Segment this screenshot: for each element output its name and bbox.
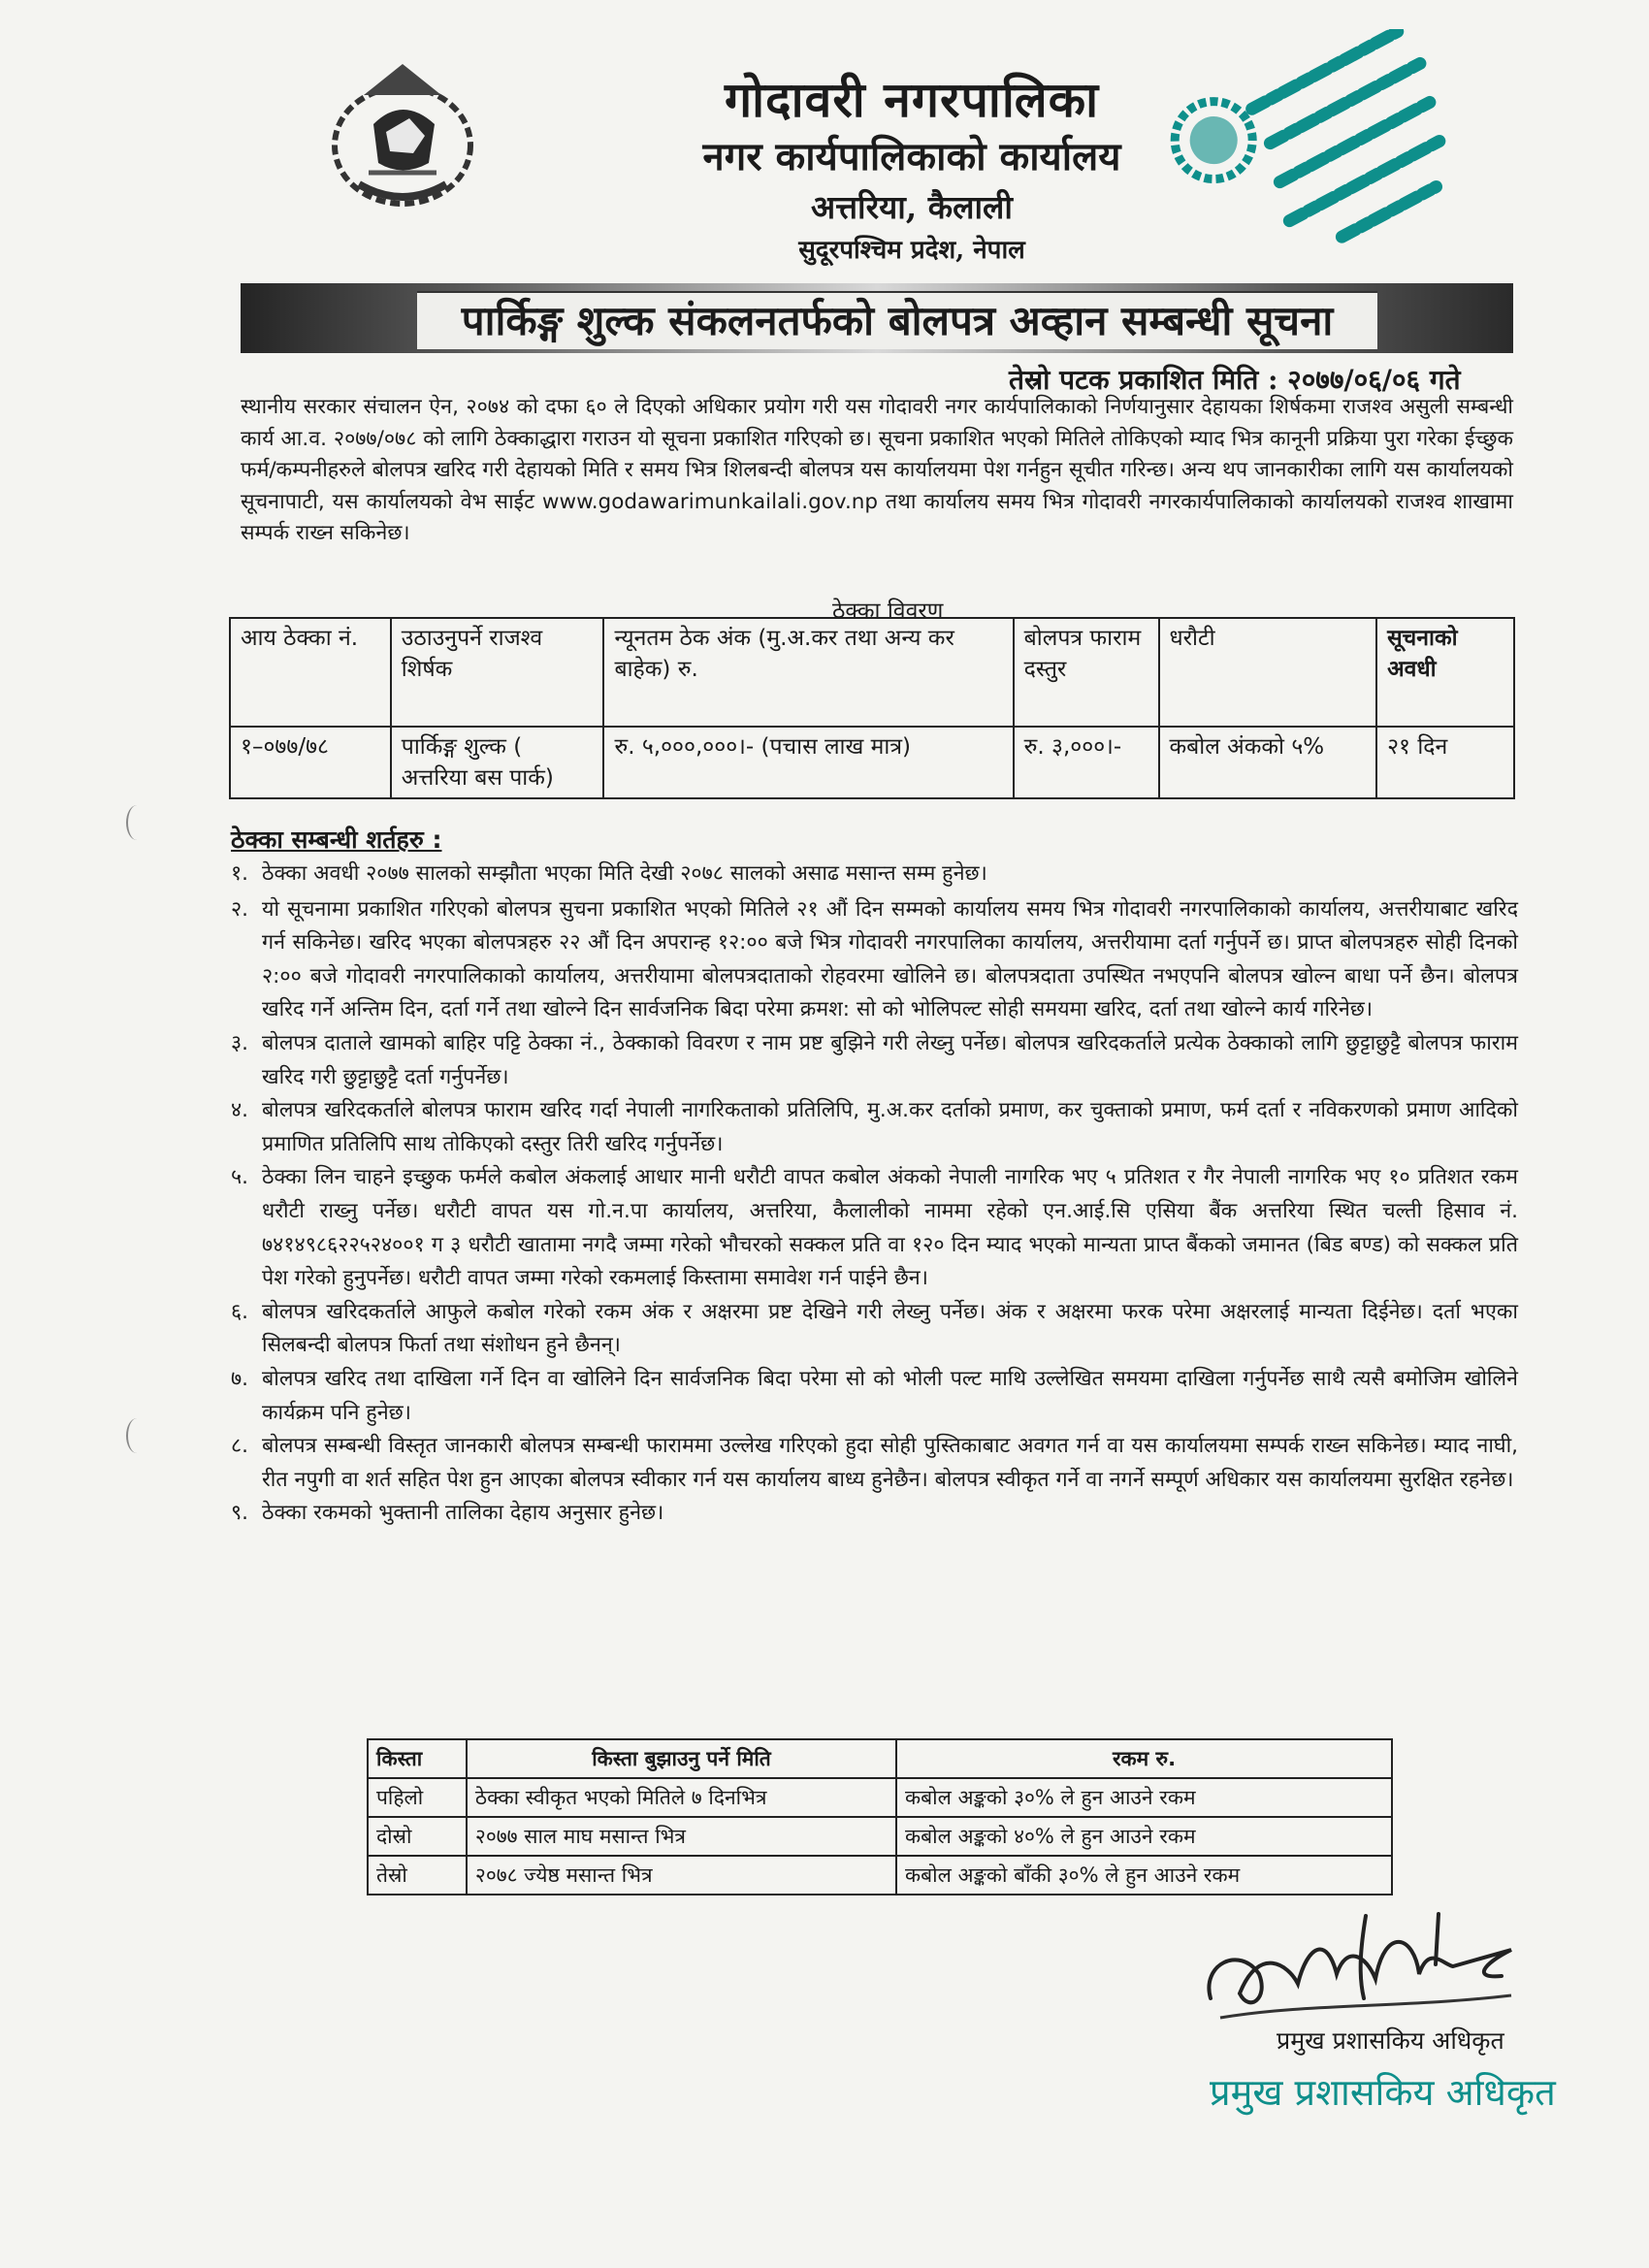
term-text: बोलपत्र दाताले खामको बाहिर पट्टि ठेक्का नं., ठेक्काको विवरण र नाम प्रष्ट बुझिने गरी लेख्नु पर्नेछ। बोलपत्र खरिदकर्ताले प्रत्येक ठेक्काको लागि छुट्टाछुट्टै बोलपत्र फाराम खरिद गरी छुट्टाछुट्टै दर्ता गर्नुपर्नेछ। (262, 1030, 1518, 1089)
table-cell: दोस्रो (368, 1817, 467, 1856)
term-number: १. (231, 861, 249, 886)
punch-hole-mark (126, 805, 147, 840)
table-cell: पार्किङ्ग शुल्क ( अत्तरिया बस पार्क) (391, 727, 604, 798)
column-header: आय ठेक्का नं. (230, 618, 391, 727)
terms-heading: ठेक्का सम्बन्धी शर्तहरु : (231, 826, 442, 854)
term-text: ठेक्का रकमको भुक्तानी तालिका देहाय अनुसार हुनेछ। (262, 1501, 664, 1526)
term-number: ७. (231, 1366, 249, 1391)
term-text: ठेक्का अवधी २०७७ सालको सम्झौता भएका मिति देखी २०७८ सालको असाढ मसान्त सम्म हुनेछ। (262, 861, 987, 886)
list-item (0, 858, 1518, 891)
term-text: यो सूचनामा प्रकाशित गरिएको बोलपत्र सुचना प्रकाशित भएको मितिले २१ औं दिन सम्मको कार्यालय समय भित्र गोदावरी नगरपालिकाको कार्यालय, अत्तरीयाबाट खरिद गर्न सकिनेछ। खरिद भएका बोलपत्रहरु २२ औं दिन अपरान्ह १२:०० बजे भित्र गोदावरी नगरपालिका कार्यालय, अत्तरीयामा दर्ता गर्नुपर्ने छ। प्राप्त बोलपत्रहरु सोही दिनको २:०० बजे गोदावरी नगरपालिकाको कार्यालय, अत्तरीयामा बोलपत्रदाताको रोहवरमा खोलिने छ। बोलपत्रदाता उपस्थित नभएपनि बोलपत्र खोल्न बाधा पर्ने छैन। बोलपत्र खरिद गर्ने अन्तिम दिन, दर्ता गर्ने तथा खोल्ने दिन सार्वजनिक बिदा परेमा क्रमश: सो को भोलिपल्ट सोही समयमा खरिद, दर्ता तथा खोल्ने कार्य गरिनेछ। (262, 896, 1518, 1022)
column-header: बोलपत्र फाराम दस्तुर (1014, 618, 1159, 727)
column-header: न्यूनतम ठेक अंक (मु.अ.कर तथा अन्य कर बाहेक) रु. (603, 618, 1013, 727)
term-text: बोलपत्र खरिदकर्ताले बोलपत्र फाराम खरिद गर्दा नेपाली नागरिकताको प्रतिलिपि, मु.अ.कर दर्ताको प्रमाण, कर चुक्ताको प्रमाण, फर्म दर्ता र नविकरणको प्रमाण आदिको प्रमाणित प्रतिलिपि साथ तोकिएको दस्तुर तिरी खरिद गर्नुपर्नेछ। (262, 1098, 1518, 1156)
term-number: ३. (231, 1030, 249, 1055)
term-number: ४. (231, 1098, 249, 1123)
municipality-stamp (1154, 29, 1465, 281)
terms-list (0, 858, 1649, 1531)
signatory-caption: प्रमुख प्रशासकिय अधिकृत (1277, 2026, 1504, 2055)
list-item (0, 1363, 1518, 1430)
table-cell: कबोल अङ्कको ४०% ले हुन आउने रकम (896, 1817, 1392, 1856)
table-cell: १–०७७/७८ (230, 727, 391, 798)
table-cell: २१ दिन (1376, 727, 1514, 798)
nepal-emblem-icon (320, 56, 485, 221)
office-name: नगर कार्यपालिकाको कार्यालय (702, 134, 1121, 179)
table-cell: रु. ३,०००।- (1014, 727, 1159, 798)
office-province: सुदूरपश्चिम प्रदेश, नेपाल (798, 236, 1025, 265)
table-cell: रु. ५,०००,०००।- (पचास लाख मात्र) (603, 727, 1013, 798)
table-row (368, 1817, 1392, 1856)
list-item (0, 1296, 1518, 1363)
publication-date: तेस्रो पटक प्रकाशित मिति : २०७७/०६/०६ गते (1009, 364, 1461, 396)
contract-table (229, 617, 1515, 799)
column-header: किस्ता (368, 1739, 467, 1778)
list-item (0, 1094, 1518, 1161)
term-number: २. (231, 896, 249, 922)
list-item (0, 1027, 1518, 1094)
table-cell: पहिलो (368, 1778, 467, 1817)
term-number: ८. (231, 1434, 249, 1459)
term-number: ९. (231, 1501, 249, 1526)
column-header: रकम रु. (896, 1739, 1392, 1778)
term-text: बोलपत्र सम्बन्धी विस्तृत जानकारी बोलपत्र सम्बन्धी फाराममा उल्लेख गरिएको हुदा सोही पुस्तिकाबाट अवगत गर्न वा यस कार्यालयमा सम्पर्क राख्न सकिनेछ। म्याद नाघी, रीत नपुगी वा शर्त सहित पेश हुन आएका बोलपत्र स्वीकार गर्न यस कार्यालय बाध्य हुनेछैन। बोलपत्र स्वीकृत गर्ने वा नगर्ने सम्पूर्ण अधिकार यस कार्यालयमा सुरक्षित रहनेछ। (262, 1434, 1518, 1492)
table-header-row (230, 618, 1514, 727)
contract-table-caption: ठेक्का विवरण (832, 599, 944, 624)
table-cell: कबोल अंकको ५% (1159, 727, 1377, 798)
term-text: बोलपत्र खरिद तथा दाखिला गर्ने दिन वा खोलिने दिन सार्वजनिक बिदा परेमा सो को भोली पल्ट माथि उल्लेखित समयमा दाखिला गर्नुपर्नेछ साथै त्यसै बमोजिम खोलिने कार्यक्रम पनि हुनेछ। (262, 1366, 1518, 1425)
table-cell: तेस्रो (368, 1856, 467, 1895)
table-cell: कबोल अङ्कको ३०% ले हुन आउने रकम (896, 1778, 1392, 1817)
table-row (368, 1856, 1392, 1895)
letterhead (621, 70, 1203, 270)
column-header: उठाउनुपर्ने राजश्व शिर्षक (391, 618, 604, 727)
list-item (0, 1161, 1518, 1295)
column-header: किस्ता बुझाउनु पर्ने मिति (467, 1739, 896, 1778)
table-row (368, 1778, 1392, 1817)
table-header-row (368, 1739, 1392, 1778)
table-row (230, 727, 1514, 798)
punch-hole-mark (126, 1418, 147, 1453)
intro-paragraph: स्थानीय सरकार संचालन ऐन, २०७४ को दफा ६० ले दिएको अधिकार प्रयोग गरी यस गोदावरी नगर कार्यपालिकाको निर्णयानुसार देहायका शिर्षकमा राजश्व असुली सम्बन्धी कार्य आ.व. २०७७/०७८ को लागि ठेक्काद्धारा गराउन यो सूचना प्रकाशित गरिएको छ। सूचना प्रकाशित भएको मितिले तोकिएको म्याद भित्र कानूनी प्रक्रिया पुरा गरेका ईच्छुक फर्म/कम्पनीहरुले बोलपत्र खरिद गरी देहायको मिति र समय भित्र शिलबन्दी बोलपत्र यस कार्यालयमा पेश गर्नहुन सूचीत गरिन्छ। अन्य थप जानकारीका लागि यस कार्यालयको सूचनापाटी, यस कार्यालयको वेभ साईट www.godawarimunkailali.gov.np तथा कार्यालय समय भित्र गोदावरी नगरकार्यपालिकाको कार्यालयको राजश्व शाखामा सम्पर्क राख्न सकिनेछ। (241, 395, 1513, 545)
table-cell: कबोल अङ्कको बाँकी ३०% ले हुन आउने रकम (896, 1856, 1392, 1895)
table-cell: ठेक्का स्वीकृत भएको मितिले ७ दिनभित्र (467, 1778, 896, 1817)
list-item (0, 1430, 1518, 1497)
office-place: अत्तरिया, कैलाली (811, 188, 1013, 226)
column-header: धरौटी (1159, 618, 1377, 727)
table-cell: २०७७ साल माघ मसान्त भित्र (467, 1817, 896, 1856)
term-number: ६. (231, 1299, 249, 1324)
term-text: ठेक्का लिन चाहने इच्छुक फर्मले कबोल अंकलाई आधार मानी धरौटी वापत कबोल अंकको नेपाली नागरिक भए ५ प्रतिशत र गैर नेपाली नागरिक भए १० प्रतिशत रकम धरौटी राख्नु पर्नेछ। धरौटी वापत यस गो.न.पा कार्यालय, अत्तरिया, कैलालीको नाममा रहेको एन.आई.सि एसिया बैंक अत्तरिया स्थित चल्ती हिसाव नं. ७४१४९८६२२५२४००१ ग ३ धरौटी खातामा नगदै जम्मा गरेको भौचरको सक्कल प्रति वा १२० दिन म्याद भएको मान्यता प्राप्त बैंकको जमानत (बिड बण्ड) को सक्कल प्रति पेश गरेको हुनुपर्नेछ। धरौटी वापत जम्मा गरेको रकमलाई किस्तामा समावेश गर्न पाईने छैन। (262, 1165, 1518, 1291)
list-item (0, 1497, 1518, 1531)
term-text: बोलपत्र खरिदकर्ताले आफुले कबोल गरेको रकम अंक र अक्षरमा प्रष्ट देखिने गरी लेख्नु पर्नेछ। अंक र अक्षरमा फरक परेमा अक्षरलाई मान्यता दिईनेछ। दर्ता भएका सिलबन्दी बोलपत्र फिर्ता तथा संशोधन हुने छैनन्। (262, 1299, 1518, 1358)
installment-table (367, 1738, 1393, 1895)
column-header: सूचनाको अवधी (1376, 618, 1514, 727)
list-item (0, 893, 1518, 1027)
org-name: गोदावरी नगरपालिका (724, 71, 1100, 128)
signatory-stamp: प्रमुख प्रशासकिय अधिकृत (1210, 2071, 1556, 2114)
term-number: ५. (231, 1165, 249, 1190)
table-cell: २०७८ ज्येष्ठ मसान्त भित्र (467, 1856, 896, 1895)
notice-title: पार्किङ्ग शुल्क संकलनतर्फको बोलपत्र अव्हान सम्बन्धी सूचना (417, 291, 1377, 349)
